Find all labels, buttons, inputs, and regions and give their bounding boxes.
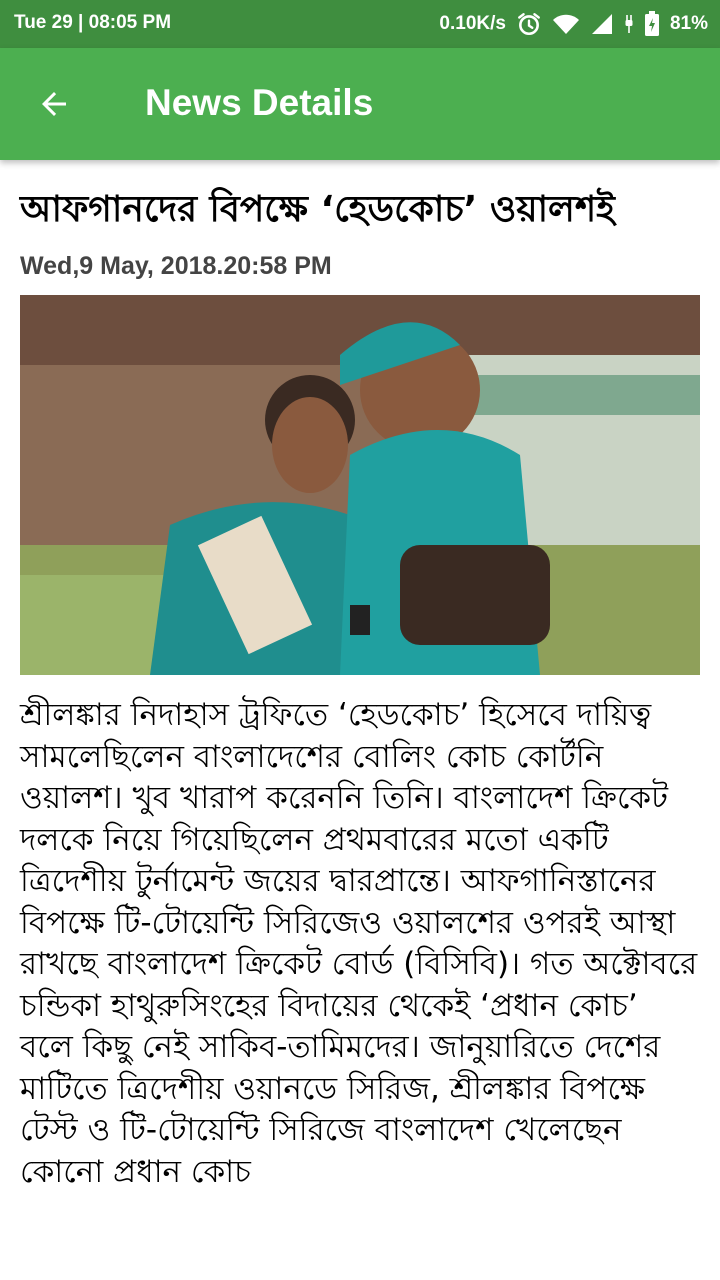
article-date: Wed,9 May, 2018.20:58 PM [20,252,332,280]
signal-icon [590,12,614,36]
battery-level: 81% [669,13,708,34]
status-datetime: Tue 29 | 08:05 PM [14,12,172,33]
article-body: শ্রীলঙ্কার নিদাহাস ট্রফিতে ‘হেডকোচ’ হিসেবে দায়িত্ব সামলেছিলেন বাংলাদেশের বোলিং কোচ কোর্টনি ওয়ালশ। খুব খারাপ করেননি তিনি। বাংলাদেশ ক্রিকেট দলকে নিয়ে গিয়েছিলেন প্রথমবারের মতো একটি ত্রিদেশীয় টুর্নামেন্ট জয়ের দ্বারপ্রান্তে। আফগানিস্তানের বিপক্ষে টি-টোয়েন্টি সিরিজেও ওয়ালশের ওপরই আস্থা রাখছে বাংলাদেশ ক্রিকেট বোর্ড (বিসিবি)। গত অক্টোবরে চন্ডিকা হাথুরুসিংহের বিদায়ের থেকেই ‘প্রধান কোচ’ বলে কিছু নেই সাকিব-তামিমদের। জানুয়ারিতে দেশের মাটিতে ত্রিদেশীয় ওয়ানডে সিরিজ, শ্রীলঙ্কার বিপক্ষে টেস্ট ও টি-টোয়েন্টি সিরিজে বাংলাদেশ খেলেছেন কোনো প্রধান কোচ [20,697,698,1190]
status-bar [0,0,720,48]
charging-icon [624,13,634,35]
alarm-icon [516,11,542,37]
network-speed: 0.10K/s [439,13,506,34]
page-title: News Details [145,82,374,123]
wifi-icon [552,12,580,36]
status-icons [439,11,708,37]
app-bar [0,48,720,160]
article-headline: আফগানদের বিপক্ষে ‘হেডকোচ’ ওয়ালশই [20,189,615,230]
arrow-back-icon [36,86,72,122]
battery-icon [644,11,660,37]
article [20,160,700,1193]
back-button[interactable] [22,72,86,136]
article-image [20,295,700,675]
